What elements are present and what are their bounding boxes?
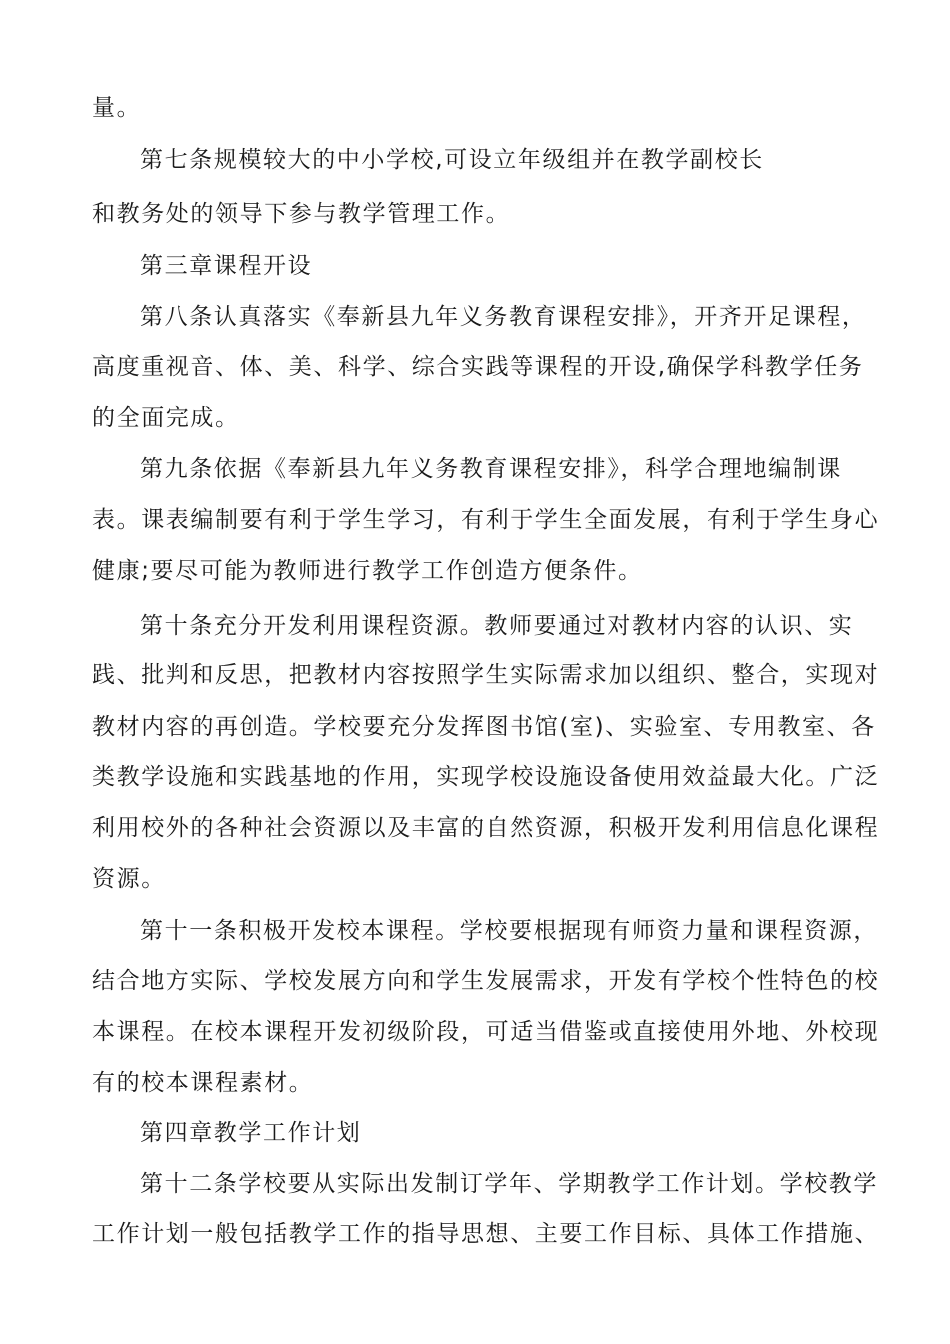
text-line: 结合地方实际、学校发展方向和学生发展需求，开发有学校个性特色的校 — [92, 968, 880, 994]
text-line: 资源。 — [92, 866, 166, 892]
chapter-heading: 第三章课程开设 — [140, 253, 313, 279]
text-line: 利用校外的各种社会资源以及丰富的自然资源，积极开发利用信息化课程 — [92, 815, 880, 841]
text-line: 的全面完成。 — [92, 405, 240, 431]
chapter-heading: 第四章教学工作计划 — [140, 1120, 362, 1146]
text-line: 践、批判和反思，把教材内容按照学生实际需求加以组织、整合，实现对 — [92, 662, 880, 688]
text-line: 有的校本课程素材。 — [92, 1070, 314, 1096]
text-line: 本课程。在校本课程开发初级阶段，可适当借鉴或直接使用外地、外校现 — [92, 1019, 880, 1045]
text-line: 第十一条积极开发校本课程。学校要根据现有师资力量和课程资源， — [140, 918, 878, 944]
text-line: 表。课表编制要有利于学生学习，有利于学生全面发展，有利于学生身心 — [92, 507, 880, 533]
text-line: 第七条规模较大的中小学校,可设立年级组并在教学副校长 — [140, 147, 764, 173]
text-line: 第十二条学校要从实际出发制订学年、学期教学工作计划。学校教学 — [140, 1171, 878, 1197]
text-line: 健康;要尽可能为教师进行教学工作创造方便条件。 — [92, 558, 643, 584]
text-line: 高度重视音、体、美、科学、综合实践等课程的开设,确保学科教学任务 — [92, 354, 864, 380]
text-line: 第八条认真落实《奉新县九年义务教育课程安排》，开齐开足课程， — [140, 304, 867, 330]
text-line: 类教学设施和实践基地的作用，实现学校设施设备使用效益最大化。广泛 — [92, 764, 880, 790]
text-line: 教材内容的再创造。学校要充分发挥图书馆(室)、实验室、专用教室、各 — [92, 714, 876, 740]
text-line: 第十条充分开发利用课程资源。教师要通过对教材内容的认识、实 — [140, 613, 854, 639]
text-line: 量。 — [92, 95, 142, 121]
text-line: 第九条依据《奉新县九年义务教育课程安排》，科学合理地编制课 — [140, 456, 842, 482]
text-line: 和教务处的领导下参与教学管理工作。 — [92, 201, 511, 227]
text-line: 工作计划一般包括教学工作的指导思想、主要工作目标、具体工作措施、 — [92, 1221, 880, 1247]
